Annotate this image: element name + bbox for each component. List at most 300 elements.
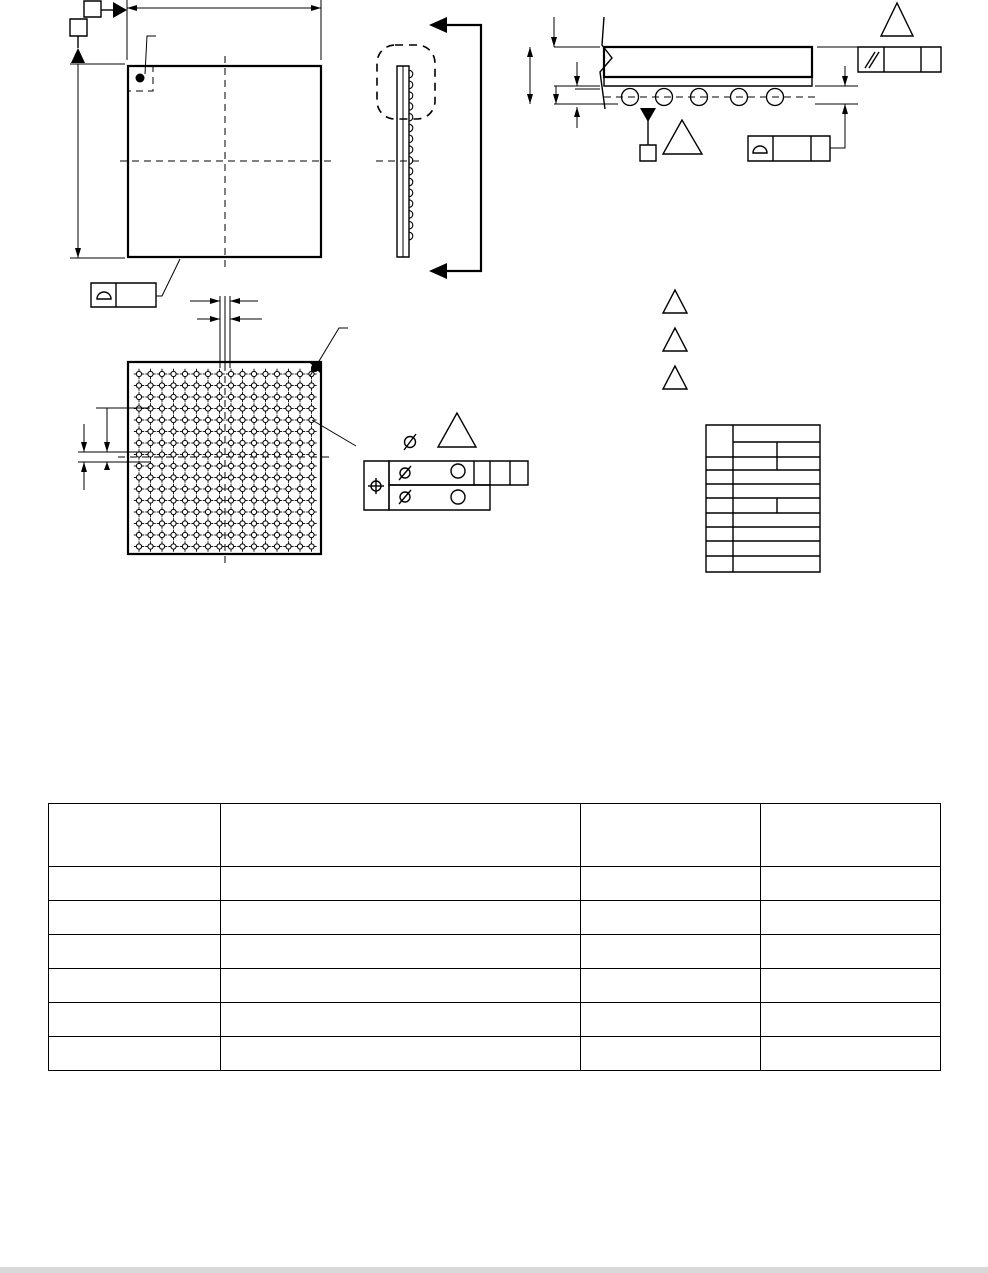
solder-ball [272,495,282,505]
table-cell [49,901,221,935]
solder-ball [180,541,190,551]
solder-ball [249,507,259,517]
solder-ball [306,484,316,494]
note-triangle-detail-bottom [663,120,702,154]
solder-ball [214,392,224,402]
table-cell [49,935,221,969]
solder-ball [157,380,167,390]
solder-ball [295,484,305,494]
solder-ball [226,415,236,425]
solder-ball [191,403,201,413]
solder-ball [203,507,213,517]
position-tolerance-frame [364,413,528,510]
solder-ball [249,392,259,402]
solder-ball [180,507,190,517]
solder-ball [203,518,213,528]
solder-ball [157,495,167,505]
solder-ball [226,507,236,517]
note-triangle-position [438,413,476,447]
solder-ball [214,403,224,413]
solder-ball [272,449,282,459]
table-cell [761,1037,941,1071]
solder-ball [226,449,236,459]
solder-ball [295,495,305,505]
table-cell [761,867,941,901]
solder-ball [306,403,316,413]
solder-ball [306,426,316,436]
solder-ball [272,461,282,471]
footer-bar [0,1267,988,1273]
solder-ball [180,495,190,505]
table-header-cell [49,804,221,867]
solder-ball [214,461,224,471]
solder-ball [157,369,167,379]
solder-ball [145,484,155,494]
solder-ball [134,541,144,551]
solder-ball [134,369,144,379]
flatness-symbol-icon-detail [753,146,767,153]
pin-one-dot [136,74,145,83]
solder-ball [145,369,155,379]
solder-ball [306,507,316,517]
solder-ball [191,438,201,448]
solder-ball [214,380,224,390]
solder-ball [145,518,155,528]
solder-ball [214,530,224,540]
solder-ball [145,541,155,551]
solder-ball [134,507,144,517]
solder-ball [237,403,247,413]
solder-ball [203,438,213,448]
table-cell [761,969,941,1003]
solder-ball [168,426,178,436]
datum-triangle-b [113,2,127,18]
solder-ball [180,403,190,413]
solder-ball [260,461,270,471]
solder-ball [145,530,155,540]
solder-ball [180,449,190,459]
note-triangle-detail-top [881,3,913,36]
solder-ball [306,518,316,528]
solder-ball [237,438,247,448]
solder-ball [295,472,305,482]
solder-ball [168,449,178,459]
table-cell [49,867,221,901]
solder-ball [203,472,213,482]
solder-ball [214,438,224,448]
solder-ball [249,449,259,459]
table-row [49,901,941,935]
solder-ball [249,495,259,505]
solder-ball [214,426,224,436]
solder-ball [191,369,201,379]
solder-ball [283,380,293,390]
solder-ball [260,415,270,425]
solder-ball [272,380,282,390]
solder-ball [180,484,190,494]
solder-ball [134,484,144,494]
solder-ball [191,380,201,390]
solder-ball [168,530,178,540]
solder-ball [226,380,236,390]
notes-markers [663,290,687,389]
solder-ball [237,415,247,425]
solder-ball [237,507,247,517]
solder-ball [191,495,201,505]
solder-ball [237,472,247,482]
solder-ball [145,426,155,436]
solder-ball [237,461,247,471]
datum-box-a [70,19,87,36]
solder-ball [145,415,155,425]
solder-ball [295,426,305,436]
solder-ball [168,484,178,494]
solder-ball [168,461,178,471]
solder-ball [226,392,236,402]
solder-ball [180,369,190,379]
solder-ball [145,449,155,459]
solder-ball [226,438,236,448]
solder-ball [203,415,213,425]
solder-ball [191,449,201,459]
solder-ball [272,518,282,528]
solder-ball [249,438,259,448]
solder-ball [237,392,247,402]
solder-ball [157,484,167,494]
solder-ball [134,518,144,528]
solder-ball [157,530,167,540]
solder-ball [214,415,224,425]
solder-ball [249,530,259,540]
solder-ball [260,507,270,517]
table-cell [49,1037,221,1071]
solder-ball [295,541,305,551]
solder-ball [168,518,178,528]
solder-ball [180,426,190,436]
solder-ball [226,495,236,505]
solder-ball [306,530,316,540]
solder-ball [272,392,282,402]
solder-ball [283,541,293,551]
table-cell [581,935,761,969]
solder-ball [214,507,224,517]
solder-ball [214,369,224,379]
solder-ball [249,403,259,413]
detail-substrate [604,47,812,77]
table-cell [221,1037,581,1071]
solder-ball [237,369,247,379]
solder-ball [260,426,270,436]
solder-ball [180,472,190,482]
solder-ball [306,415,316,425]
solder-ball [134,415,144,425]
solder-ball [180,380,190,390]
table-cell [221,867,581,901]
diameter-symbol-row2-icon [399,490,411,504]
table-cell [49,1003,221,1037]
solder-ball [168,380,178,390]
solder-ball [226,472,236,482]
solder-ball [283,438,293,448]
solder-ball [168,472,178,482]
table-cell [221,1003,581,1037]
solder-ball [191,507,201,517]
solder-ball [237,426,247,436]
solder-ball [134,426,144,436]
solder-ball [295,518,305,528]
diameter-symbol-row1-icon [399,466,411,480]
solder-ball [180,461,190,471]
solder-ball [249,541,259,551]
solder-ball [306,449,316,459]
solder-ball [283,392,293,402]
detail-solder-balls [604,89,815,106]
solder-ball [168,403,178,413]
diameter-symbol-icon [404,434,416,450]
solder-ball [260,403,270,413]
detail-laminate [604,77,812,86]
table-row [49,1037,941,1071]
detail-view [527,3,941,161]
solder-ball [272,472,282,482]
solder-ball [260,495,270,505]
solder-ball [283,415,293,425]
solder-ball [226,518,236,528]
table-cell [221,969,581,1003]
section-arrow-bottom [429,263,447,279]
solder-ball [283,369,293,379]
solder-ball [145,392,155,402]
solder-ball [191,530,201,540]
flatness-symbol-icon [97,292,111,299]
solder-ball [203,484,213,494]
solder-ball [203,461,213,471]
solder-ball [214,484,224,494]
solder-ball [295,380,305,390]
solder-ball [283,403,293,413]
table-cell [761,901,941,935]
table-row [49,1003,941,1037]
solder-ball [157,518,167,528]
solder-ball [134,438,144,448]
table-cell [221,935,581,969]
solder-ball [191,426,201,436]
solder-ball [145,380,155,390]
table-header-cell [761,804,941,867]
table-cell [761,1003,941,1037]
solder-ball [283,518,293,528]
table-cell [581,901,761,935]
solder-ball [157,472,167,482]
note-triangle-1 [663,290,687,313]
solder-ball [168,369,178,379]
solder-ball [260,369,270,379]
solder-ball [295,438,305,448]
solder-ball [272,530,282,540]
solder-ball [306,438,316,448]
solder-ball [249,369,259,379]
solder-ball [306,495,316,505]
solder-ball [295,449,305,459]
solder-ball [157,438,167,448]
solder-ball [283,461,293,471]
solder-ball [180,530,190,540]
solder-ball [237,449,247,459]
table-cell [581,969,761,1003]
solder-ball [295,403,305,413]
solder-ball [249,518,259,528]
solder-ball [226,369,236,379]
detail-callout-outline [377,45,435,119]
dimension-table [48,803,941,1071]
table-header-cell [581,804,761,867]
top-view [70,0,332,307]
solder-ball [283,426,293,436]
solder-ball [306,541,316,551]
solder-ball [214,472,224,482]
solder-ball [145,472,155,482]
solder-ball [249,426,259,436]
solder-ball [237,380,247,390]
solder-ball [260,438,270,448]
solder-ball [283,484,293,494]
solder-ball [272,426,282,436]
table-cell [581,867,761,901]
solder-ball [168,438,178,448]
solder-ball [157,426,167,436]
table-row [49,935,941,969]
solder-ball [272,415,282,425]
datum-box-c [640,145,656,161]
solder-ball [203,530,213,540]
solder-ball [272,541,282,551]
solder-ball [203,392,213,402]
solder-ball [157,507,167,517]
solder-ball [134,392,144,402]
solder-ball [145,438,155,448]
solder-ball [168,415,178,425]
solder-ball [191,484,201,494]
datum-box-b [84,1,101,17]
solder-ball [237,495,247,505]
parallelism-symbol-icon [865,52,879,68]
solder-ball [237,541,247,551]
solder-ball [180,438,190,448]
solder-ball [180,415,190,425]
solder-ball [272,484,282,494]
solder-ball [203,426,213,436]
table-header-row [49,804,941,867]
solder-ball [191,541,201,551]
table-header-cell [221,804,581,867]
solder-ball [306,380,316,390]
datum-triangle-c [640,108,656,122]
datum-triangle-a [71,48,85,63]
solder-ball [295,507,305,517]
solder-ball [260,380,270,390]
solder-ball [283,449,293,459]
solder-ball [157,392,167,402]
solder-ball [226,426,236,436]
solder-ball [306,472,316,482]
solder-ball [226,530,236,540]
solder-ball [191,461,201,471]
section-arrow-top [429,17,447,33]
solder-ball [272,438,282,448]
table-cell [581,1003,761,1037]
table-row [49,867,941,901]
solder-ball [214,518,224,528]
solder-ball [260,484,270,494]
solder-ball [272,403,282,413]
solder-ball [226,484,236,494]
solder-ball [203,380,213,390]
solder-ball [157,415,167,425]
break-line [600,17,612,109]
solder-ball [226,403,236,413]
mmc-symbol-row2-icon [451,490,465,504]
solder-ball [203,403,213,413]
solder-ball [134,495,144,505]
solder-ball [157,449,167,459]
mmc-symbol-row1-icon [451,464,465,478]
solder-ball [226,461,236,471]
solder-ball [306,392,316,402]
solder-ball [203,369,213,379]
side-view [376,17,481,279]
solder-ball [272,507,282,517]
solder-ball [295,392,305,402]
flatness-frame-detail [748,136,830,161]
solder-ball [157,541,167,551]
solder-ball [203,495,213,505]
solder-ball [260,392,270,402]
solder-ball [134,380,144,390]
solder-ball [191,518,201,528]
solder-ball [295,461,305,471]
table-cell [761,935,941,969]
solder-ball [283,507,293,517]
solder-ball [283,472,293,482]
solder-ball [168,507,178,517]
solder-ball [283,495,293,505]
solder-ball [214,495,224,505]
solder-ball [134,530,144,540]
solder-ball [180,392,190,402]
section-arrow-line [447,25,481,271]
solder-ball [226,541,236,551]
table-cell [49,969,221,1003]
solder-ball [203,541,213,551]
solder-ball [237,484,247,494]
solder-ball [168,495,178,505]
solder-ball [168,392,178,402]
solder-ball [249,484,259,494]
flatness-frame [91,283,156,307]
solder-ball [295,415,305,425]
solder-ball [191,472,201,482]
ball-map-table [706,425,820,572]
solder-ball [237,530,247,540]
solder-ball [249,380,259,390]
solder-ball [214,449,224,459]
solder-ball [134,472,144,482]
solder-ball [260,541,270,551]
solder-ball [214,541,224,551]
bottom-view [78,296,356,564]
solder-ball [145,495,155,505]
note-triangle-2 [663,328,687,351]
